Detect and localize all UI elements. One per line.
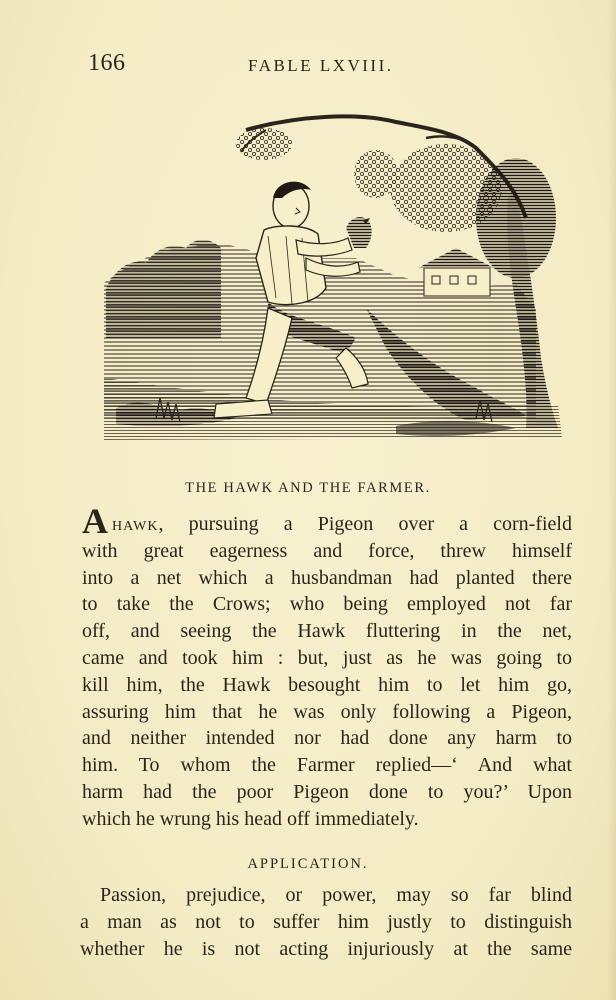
fable-text — [82, 508, 572, 833]
fable-line-9: and neither intended nor had done any harm to — [82, 727, 572, 750]
page-header — [88, 50, 568, 80]
application-line-3: whether he is not acting injuriously at the same — [80, 937, 572, 960]
fable-line-5: off, and seeing the Hawk fluttering in the net, — [82, 620, 572, 643]
fable-line-8: assuring him that he was only following a Pigeon, — [82, 700, 572, 723]
fable-line-6: came and took him : but, just as he was going to — [82, 646, 572, 669]
cottage — [418, 248, 494, 296]
fable-line-3: into a net which a husbandman had planted there — [82, 566, 572, 589]
fable-line-12: which he wrung his head off immediately. — [82, 807, 419, 830]
dropcap: A — [82, 508, 108, 538]
woodcut-illustration — [96, 108, 570, 454]
illustration-caption: THE HAWK AND THE FARMER. — [185, 480, 431, 496]
fable-line-1 — [82, 508, 572, 538]
fable-line-1-rest: , pursuing a Pigeon over a corn-field — [158, 513, 572, 535]
fable-line-11: harm had the poor Pigeon done to you?’ Upon — [82, 780, 572, 803]
first-word: hawk — [112, 513, 159, 535]
page-edge-shadow — [608, 0, 616, 1000]
fable-line-7: kill him, the Hawk besought him to let him go, — [82, 673, 572, 696]
fable-line-4: to take the Crows; who being employed not far — [82, 593, 572, 616]
application-text — [80, 882, 572, 962]
application-line-1: Passion, prejudice, or power, may so far blind — [100, 884, 572, 906]
woodcut-image — [96, 108, 570, 454]
running-head: FABLE LXVIII. — [248, 56, 394, 75]
application-line-2: a man as not to suffer him justly to distinguish — [80, 910, 572, 933]
page-number: 166 — [88, 50, 126, 76]
fable-line-10: him. To whom the Farmer replied—‘ And what — [82, 754, 572, 777]
application-heading: APPLICATION. — [247, 856, 369, 872]
fable-line-2: with great eagerness and force, threw himself — [82, 539, 572, 562]
